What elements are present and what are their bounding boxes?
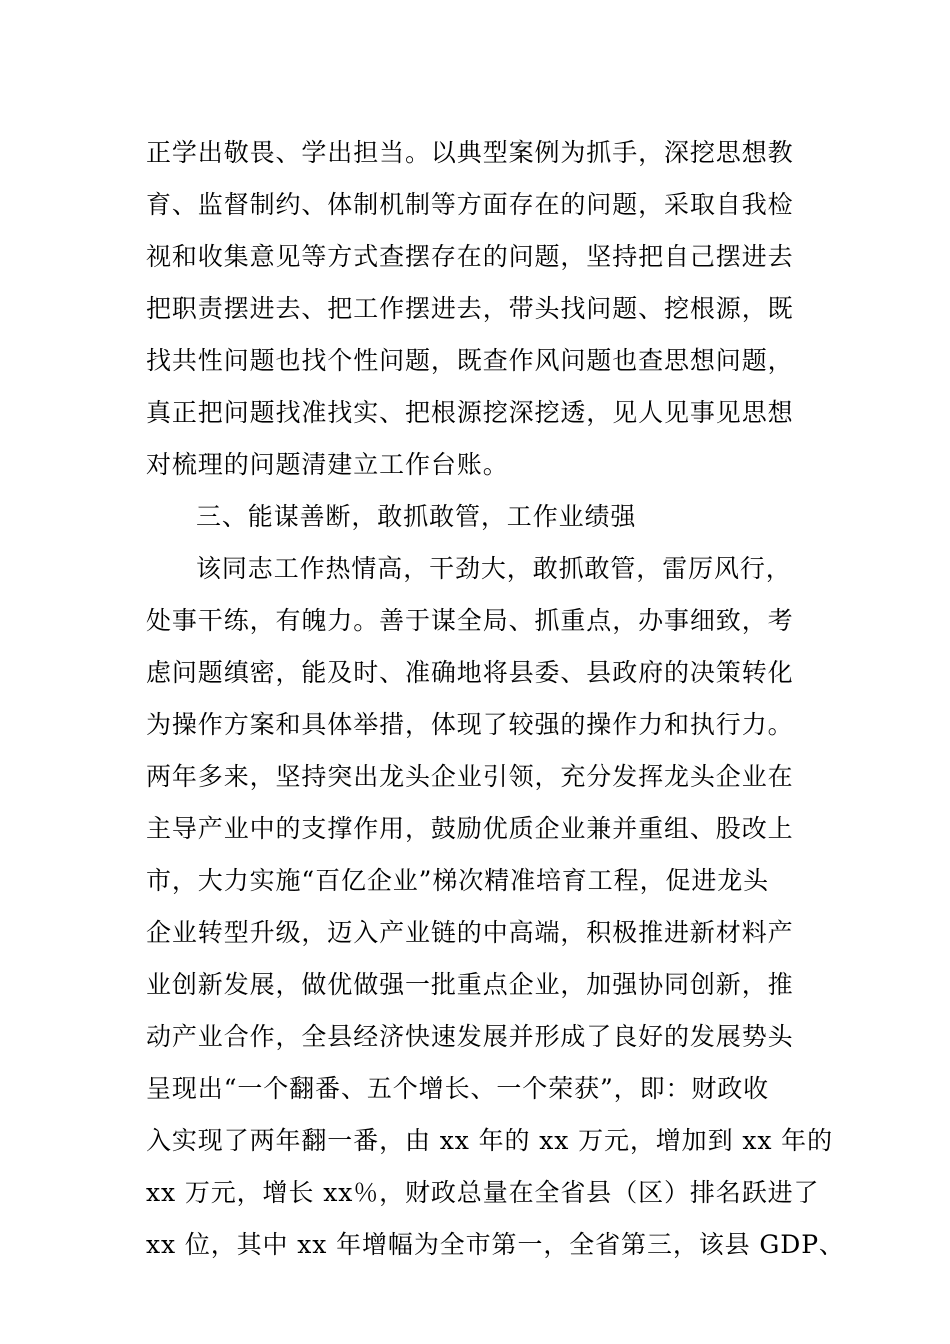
document-body (146, 127, 845, 1271)
body-line-12: 为操作方案和具体举措，体现了较强的操作力和执行力。 (146, 710, 794, 739)
body-line-18: 动产业合作，全县经济快速发展并形成了良好的发展势头 (146, 1022, 794, 1051)
body-line-4: 把职责摆进去、把工作摆进去，带头找问题、挖根源，既 (146, 294, 794, 323)
body-line-16: 企业转型升级，迈入产业链的中高端，积极推进新材料产 (146, 918, 794, 947)
paragraph-first-line: 该同志工作热情高，干劲大，敢抓敢管，雷厉风行， (196, 554, 792, 583)
body-line-14: 主导产业中的支撑作用，鼓励优质企业兼并重组、股改上 (146, 814, 794, 843)
body-line-17: 业创新发展，做优做强一批重点企业，加强协同创新，推 (146, 970, 794, 999)
body-line-22: xx 位，其中 xx 年增幅为全市第一，全省第三，该县 GDP、 (146, 1230, 845, 1259)
body-line-20: 入实现了两年翻一番，由 xx 年的 xx 万元，增加到 xx 年的 (146, 1126, 833, 1155)
body-line-21: xx 万元，增长 xx％，财政总量在全省县（区）排名跃进了 (146, 1178, 820, 1207)
body-line-5: 找共性问题也找个性问题，既查作风问题也查思想问题， (146, 346, 794, 375)
body-line-3: 视和收集意见等方式查摆存在的问题，坚持把自己摆进去 (146, 242, 794, 271)
body-line-7: 对梳理的问题清建立工作台账。 (146, 450, 509, 479)
body-line-2: 育、监督制约、体制机制等方面存在的问题，采取自我检 (146, 190, 794, 219)
body-line-1: 正学出敬畏、学出担当。以典型案例为抓手，深挖思想教 (146, 138, 794, 167)
body-line-15: 市，大力实施“百亿企业”梯次精准培育工程，促进龙头 (146, 866, 770, 895)
body-line-11: 虑问题缜密，能及时、准确地将县委、县政府的决策转化 (146, 658, 794, 687)
body-line-10: 处事干练，有魄力。善于谋全局、抓重点，办事细致，考 (146, 606, 794, 635)
section-heading: 三、能谋善断，敢抓敢管，工作业绩强 (196, 502, 637, 531)
body-line-6: 真正把问题找准找实、把根源挖深挖透，见人见事见思想 (146, 398, 794, 427)
body-line-19: 呈现出“一个翻番、五个增长、一个荣获”，即：财政收 (146, 1074, 770, 1103)
body-line-13: 两年多来，坚持突出龙头企业引领，充分发挥龙头企业在 (146, 762, 794, 791)
